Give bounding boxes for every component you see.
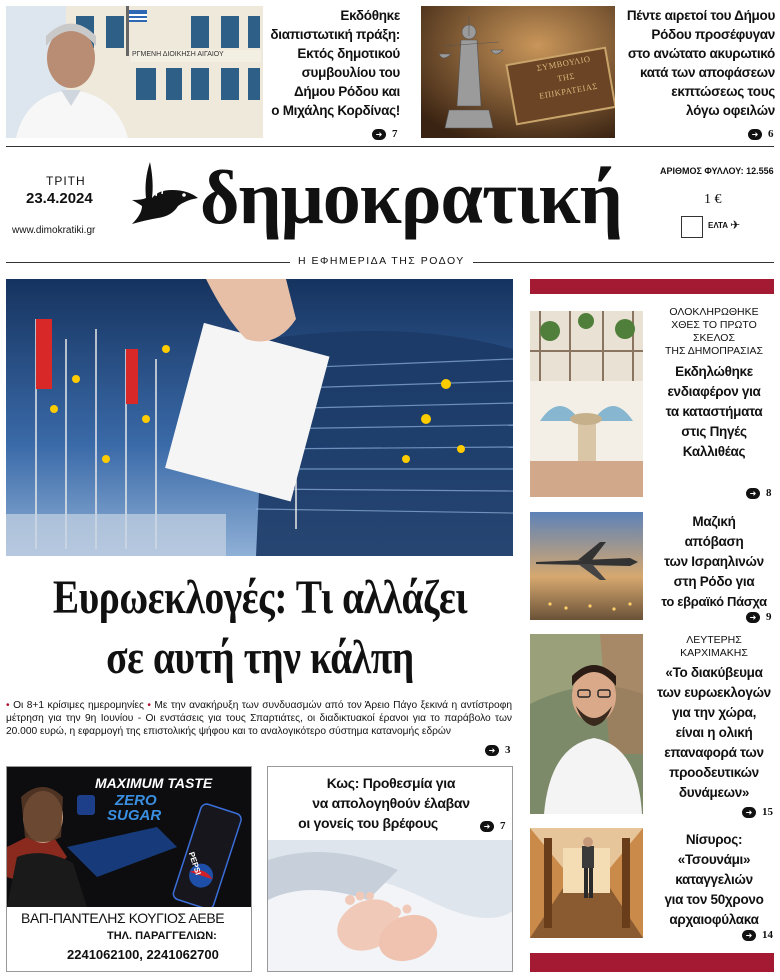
arrow-icon: ➜ bbox=[746, 612, 760, 623]
arrow-icon: ➜ bbox=[480, 821, 494, 832]
arrow-icon: ➜ bbox=[372, 129, 386, 140]
teaser1-photo bbox=[6, 6, 263, 138]
airplane-photo bbox=[530, 512, 643, 620]
side-story-3[interactable] bbox=[652, 634, 776, 803]
side-story-1[interactable] bbox=[652, 306, 776, 462]
ad-phones: 2241062100, 2241062700 bbox=[67, 947, 219, 962]
side1-title-line: στις Πηγές bbox=[681, 424, 747, 439]
eu-parliament-ballot-photo bbox=[6, 279, 513, 556]
teaser1-photo-sign: ΡΓΜΕΝΗ ΔΙΟΙΚΗΣΗ ΑΙΓΑΙΟΥ bbox=[132, 51, 224, 58]
side1-title-line: τα καταστήματα bbox=[665, 404, 763, 419]
teaser2-line: Πέντε αιρετοί του Δήμου bbox=[626, 8, 775, 23]
side1-kicker-line: ΟΛΟΚΛΗΡΩΘΗΚΕ bbox=[669, 306, 759, 318]
kos-title-line: Κως: Προθεσμία για bbox=[326, 775, 456, 791]
elta-label: ΕΛΤΑ bbox=[708, 221, 729, 230]
bullet-icon: • bbox=[147, 700, 151, 711]
teaser1-page-ref[interactable] bbox=[372, 128, 398, 140]
kos-title bbox=[268, 773, 513, 833]
side1-title-line: Καλλιθέας bbox=[682, 444, 746, 459]
side1-kicker-line: ΧΘΕΣ ΤΟ ΠΡΩΤΟ bbox=[671, 319, 757, 331]
bullet-icon: • bbox=[6, 700, 10, 711]
side-story-2[interactable] bbox=[652, 512, 776, 612]
page-number: 9 bbox=[766, 611, 772, 623]
hellenic-post-stamp bbox=[681, 216, 703, 238]
lead-page-ref[interactable] bbox=[485, 744, 511, 756]
teaser2-line: λόγω οφειλών bbox=[686, 103, 775, 118]
plaque-line: ΕΠΙΚΡΑΤΕΙΑΣ bbox=[538, 80, 599, 101]
teaser1-line: Δήμου Ρόδου και bbox=[294, 84, 400, 99]
side4-title-line: «Τσουνάμι» bbox=[677, 852, 751, 867]
side1-page-ref[interactable] bbox=[746, 487, 772, 499]
side2-title-line: Μαζική bbox=[692, 514, 736, 529]
side1-kicker-line: ΣΚΕΛΟΣ bbox=[693, 332, 735, 344]
side2-title-line: των Ισραηλινών bbox=[664, 554, 764, 569]
ad-phone-label: ΤΗΛ. ΠΑΡΑΓΓΕΛΙΩΝ: bbox=[107, 930, 217, 942]
plaque-line: ΣΥΜΒΟΥΛΙΟ bbox=[535, 53, 592, 73]
teaser1-line: Εκδόθηκε bbox=[340, 8, 400, 23]
masthead-url[interactable]: www.dimokratiki.gr bbox=[12, 225, 96, 236]
kallithea-springs-photo bbox=[530, 311, 643, 497]
karchimakis-portrait-photo bbox=[530, 634, 643, 814]
teaser2-photo bbox=[421, 6, 615, 138]
teaser2-line: Ρόδου προσέφυγαν bbox=[651, 27, 775, 42]
elta-logo bbox=[708, 218, 740, 233]
side1-kicker-line: ΤΗΣ ΔΗΜΟΠΡΑΣΙΑΣ bbox=[664, 345, 764, 357]
teaser2-line: κατά των αποφάσεων bbox=[639, 65, 775, 80]
page-number: 14 bbox=[762, 929, 773, 941]
bird-icon: ✈ bbox=[730, 218, 741, 232]
ad-visual bbox=[7, 767, 252, 907]
masthead-price: 1 € bbox=[704, 192, 722, 207]
kos-page-ref[interactable] bbox=[480, 820, 506, 832]
ad-product-line: SUGAR bbox=[107, 807, 162, 824]
side4-title-line: αρχαιοφύλακα bbox=[669, 912, 759, 927]
teaser1-title[interactable] bbox=[268, 6, 400, 120]
side4-title-line: για τον 50χρονο bbox=[664, 892, 764, 907]
arrow-icon: ➜ bbox=[746, 488, 760, 499]
page-number: 15 bbox=[762, 806, 773, 818]
lead-photo bbox=[6, 279, 513, 556]
summary-part: Οι 8+1 κρίσιμες ημερομηνίες bbox=[13, 700, 144, 711]
ad-company: ΒΑΠ-ΠΑΝΤΕΛΗΣ ΚΟΥΓΙΟΣ ΑΕΒΕ bbox=[21, 910, 225, 926]
masthead-date: 23.4.2024 bbox=[26, 190, 93, 207]
nisyros-corridor-photo bbox=[530, 828, 643, 938]
masthead-title: δημοκρατική bbox=[200, 156, 622, 240]
teaser2-page-ref[interactable] bbox=[748, 128, 774, 140]
ad-product-line: ZERO bbox=[115, 792, 157, 809]
page-number: 8 bbox=[766, 487, 772, 499]
side3-title-line: «Το διακύβευμα bbox=[665, 665, 763, 680]
headline-line: σε αυτή την κάλπη bbox=[106, 631, 414, 684]
arrow-icon: ➜ bbox=[748, 129, 762, 140]
page-number: 7 bbox=[500, 820, 506, 832]
kos-title-line: να απολογηθούν έλαβαν bbox=[312, 795, 470, 811]
side1-title-line: ενδιαφέρον για bbox=[667, 384, 761, 399]
lead-summary bbox=[6, 699, 512, 738]
side3-title-line: για την χώρα, bbox=[671, 705, 757, 720]
plaque-line: ΤΗΣ bbox=[556, 70, 576, 84]
summary-part: Με την ανακήρυξη των συνδυασμών από τον Άρειο Πάγο ξεκινά η αντίστροφη μέτρηση για την 9η Ιουνίου - Οι ενστάσεις για τους Σπαρτιάτες, οι διαδικτυακοί έρανοι για το παράβολο των 20.000 ευρώ, η εφαρμογή της επιστολικής ψήφου και το αναλογικότερο σύστημα κατανομής εδρών bbox=[6, 700, 512, 737]
right-column-top-bar bbox=[530, 279, 774, 294]
side3-title-line: δυνάμεων» bbox=[678, 785, 750, 800]
side2-title-line: το εβραϊκό Πάσχα bbox=[661, 594, 767, 609]
arrow-icon: ➜ bbox=[742, 807, 756, 818]
teaser1-line: συμβουλίου του bbox=[301, 65, 400, 80]
headline-line: Ευρωεκλογές: Τι αλλάζει bbox=[52, 571, 468, 624]
page-number: 7 bbox=[392, 128, 398, 140]
baby-feet-photo bbox=[268, 840, 513, 972]
teaser2-line: στο ανώτατο ακυρωτικό bbox=[627, 46, 775, 61]
side2-title-line: απόβαση bbox=[684, 534, 744, 549]
ad-brand: PEPSI bbox=[186, 850, 203, 877]
arrow-icon: ➜ bbox=[742, 930, 756, 941]
side3-kicker-line: ΛΕΥΤΕΡΗΣ bbox=[686, 634, 742, 646]
side3-title-line: των ευρωεκλογών bbox=[657, 685, 771, 700]
kos-story[interactable] bbox=[267, 766, 513, 972]
masthead-tagline: Η ΕΦΗΜΕΡΙΔΑ ΤΗΣ ΡΟΔΟΥ bbox=[290, 255, 473, 267]
masthead-day: ΤΡΙΤΗ bbox=[46, 174, 86, 188]
building-photo bbox=[6, 6, 263, 138]
arrow-icon: ➜ bbox=[485, 745, 499, 756]
page-number: 6 bbox=[768, 128, 774, 140]
ad-headline: MAXIMUM TASTE bbox=[95, 775, 213, 791]
side3-page-ref[interactable] bbox=[742, 806, 773, 818]
right-column-bottom-bar bbox=[530, 953, 774, 972]
side3-kicker-line: ΚΑΡΧΙΜΑΚΗΣ bbox=[680, 647, 748, 659]
kos-title-line: οι γονείς του βρέφους bbox=[298, 815, 438, 831]
side3-title-line: επαναφορά των bbox=[664, 745, 764, 760]
side4-title-line: καταγγελιών bbox=[675, 872, 753, 887]
side-story-4[interactable] bbox=[652, 830, 776, 930]
side3-title-line: είναι η ολική bbox=[675, 725, 753, 740]
teaser2-line: εκπτώσεως τους bbox=[671, 84, 775, 99]
side4-title-line: Νίσυρος: bbox=[685, 832, 743, 847]
dove-logo-icon bbox=[128, 160, 200, 230]
teaser1-line: Εκτός δημοτικού bbox=[297, 46, 400, 61]
page-number: 3 bbox=[505, 744, 511, 756]
side1-title-line: Εκδηλώθηκε bbox=[675, 364, 753, 379]
side2-title-line: στη Ρόδο για bbox=[673, 574, 755, 589]
teaser2-title[interactable] bbox=[616, 6, 775, 120]
lead-headline[interactable] bbox=[0, 568, 560, 688]
side2-page-ref[interactable] bbox=[746, 611, 772, 623]
side4-page-ref[interactable] bbox=[742, 929, 773, 941]
teaser1-line: ο Μιχάλης Κορδίνας! bbox=[271, 103, 400, 118]
side3-title-line: προοδευτικών bbox=[669, 765, 759, 780]
pepsi-ad[interactable] bbox=[6, 766, 252, 972]
teaser1-line: διαπιστωτική πράξη: bbox=[270, 27, 400, 42]
masthead-issue: ΑΡΙΘΜΟΣ ΦΥΛΛΟΥ: 12.556 bbox=[660, 166, 774, 176]
masthead-top-rule bbox=[6, 146, 774, 147]
